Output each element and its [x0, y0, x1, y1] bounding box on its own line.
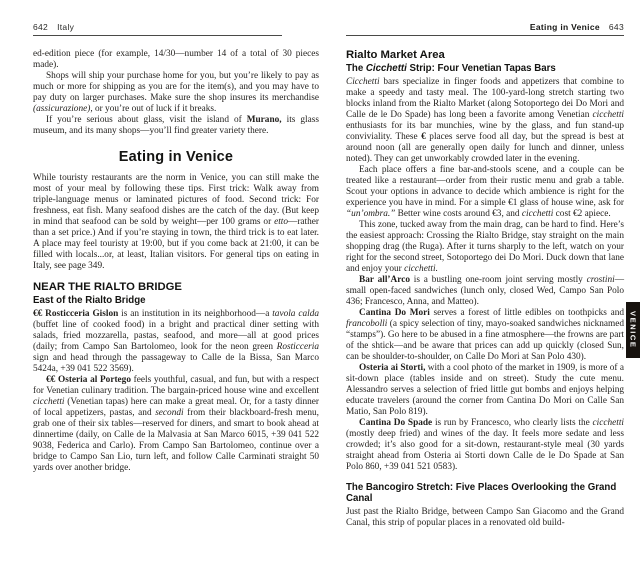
section-heading: The Bancogiro Stretch: Five Places Overlooking the Grand Canal: [346, 481, 617, 504]
right-running-header: [346, 0, 624, 36]
body-paragraph: Cicchetti bars specialize in finger foods and appetizers that combine to make a speedy and tasty meal. The 100-yard-long stretch starting two blocks inland from the Rialto Market (along Sotoportego dei Do Mori and Calle de le Do Spade) has long been a favorite among Venetian cicchetti enthusiasts for its bar munchies, wine by the glass, and fun stand-up conviviality. These € places serve food all day, but the spread is best at around noon (all are generally open daily for lunch and dinner, unless noted). They can get unworkably crowded later in the evening.: [346, 76, 624, 164]
section-heading: NEAR THE RIALTO BRIDGE: [33, 281, 182, 293]
venice-chapter-tab: [626, 302, 640, 358]
body-paragraph: Each place offers a fine bar-and-stools scene, and a couple can be treated like a restaurant—order from their rustic menu and grab a table. Scout your options in advance to decide which ambience is right for the experience you have in mind. For a simple €1 glass of house wine, ask for “un’ombra.” Better wine costs around €3, and cicchetti cost €2 apiece.: [346, 164, 624, 219]
left-page: [33, 0, 319, 474]
right-page: [346, 0, 624, 529]
body-paragraph: This zone, tucked away from the main drag, can be hard to find. Here’s the easiest approach: Crossing the Rialto Bridge, stay straight on the main shopping drag (the Ruga). After it turns sharply to the left, watch on your right for the second street, Sotoportego dei Do Mori. Duck down that lane and enjoy your cicchetti.: [346, 219, 624, 274]
body-paragraph: While touristy restaurants are the norm in Venice, you can still make the most of your meal by following these tips. First trick: Walk away from triple-language menus or laminated pictures of food. Second trick: For freshness, eat fish. Many seafood dishes are the catch of the day. (But keep in mind that seafood can be sold by weight—per 100 grams or etto—rather than a set price.) And if you’re staying in town, the third trick is to eat later. A place may feel touristy at 19:00, but if you come back at 21:00, it can be filled with locals...or, at least, Italian visitors. For general tips on eating in Italy, see page 349.: [33, 173, 319, 271]
body-paragraph: Osteria ai Storti, with a cool photo of the market in 1909, is more of a sit-down place (tables inside and on street). Study the cute menu. Alessandro serves a selection of fried little gut bombs and enjoys helping educate travelers (around the corner from Cantina Do Mori on Calle San Matio, San Polo 819).: [346, 362, 624, 417]
body-paragraph: €€ Osteria al Portego feels youthful, casual, and fun, but with a respect for Venetian culinary tradition. The bargain-priced house wine and excellent cicchetti (Venetian tapas) here can make a great meal. Or, for a tasty dinner of local appetizers, pastas, and secondi from their blackboard-fresh menu, grab one of their six tables—reserved for diners, and smart to book ahead at dinnertime (daily, on Calle de la Malvasia at San Marco 6015, +39 041 522 9038, Federica and Carlo). From Campo San Bartolomeo, continue over a bridge to Campo San Lio, turn left, and follow Calle Carminati straight 50 yards over another bridge.: [33, 374, 319, 473]
body-paragraph: Cantina Do Mori serves a forest of little edibles on toothpicks and francobolli (a spicy selection of tiny, mayo-soaked sandwiches nicknamed “stamps”). Go here to be abused in a fine atmosphere—the frowns are part of the shtick—and be aware that prices can add up quickly (closed Sun, can be shoulder-to-shoulder, on Calle Do Mori at San Polo 430).: [346, 307, 624, 362]
venice-chapter-tab-label: VENICE: [628, 311, 638, 349]
body-paragraph: Shops will ship your purchase home for you, but you’re likely to pay as much or more for shipping as you are for the item(s), and you may have to pay duty on larger purchases. Make sure the shop insures its merchandise (assicurazione), or you’re out of luck if it breaks.: [33, 71, 319, 114]
body-paragraph: €€ Rosticceria Gislon is an institution in its neighborhood—a tavola calda (buffet line of cooked food) in a bright and practical diner setting with salads, fried mozzarella, pastas, seafood, and more—all at good prices (daily; from Campo San Bartolomeo, look for the neon green Rosticceria sign and head through the passageway to Calle de la Bissa, San Marco 5424a, +39 041 522 3569).: [33, 308, 319, 374]
body-paragraph: Cantina Do Spade is run by Francesco, who clearly lists the cicchetti (mostly deep fried) and wines of the day. It feels more sedate and less crowded; it’s also good for a sit-down, restaurant-style meal (30 yards straight ahead from Osteria ai Storti down Calle de le Do Spade at San Polo 860, +39 041 521 0583).: [346, 417, 624, 472]
left-page-body: [33, 49, 319, 474]
left-page-number: 642: [33, 22, 49, 32]
section-heading: The Cicchetti Strip: Four Venetian Tapas Bars: [346, 63, 556, 74]
left-running-title: Italy: [57, 22, 75, 32]
section-heading: East of the Rialto Bridge: [33, 295, 146, 306]
right-page-number: 643: [608, 22, 624, 32]
left-running-header: [33, 0, 282, 36]
body-paragraph: Just past the Rialto Bridge, between Campo San Giacomo and the Grand Canal, this strip of popular places in a renovated old build-: [346, 506, 624, 528]
body-paragraph: ed-edition piece (for example, 14/30—number 14 of a total of 30 pieces made).: [33, 49, 319, 70]
body-paragraph: Bar all’Arco is a bustling one-room joint serving mostly crostini—small open-faced sandwiches (lunch only, closed Wed, Campo San Polo 436; Francesco, Anna, and Matteo).: [346, 274, 624, 307]
right-running-title: Eating in Venice: [529, 22, 600, 32]
right-page-body: [346, 49, 624, 529]
section-heading: Eating in Venice: [118, 149, 234, 165]
section-heading: Rialto Market Area: [346, 49, 445, 61]
body-paragraph: If you’re serious about glass, visit the island of Murano, its glass museum, and its many shops—you’ll find greater variety there.: [33, 115, 319, 136]
